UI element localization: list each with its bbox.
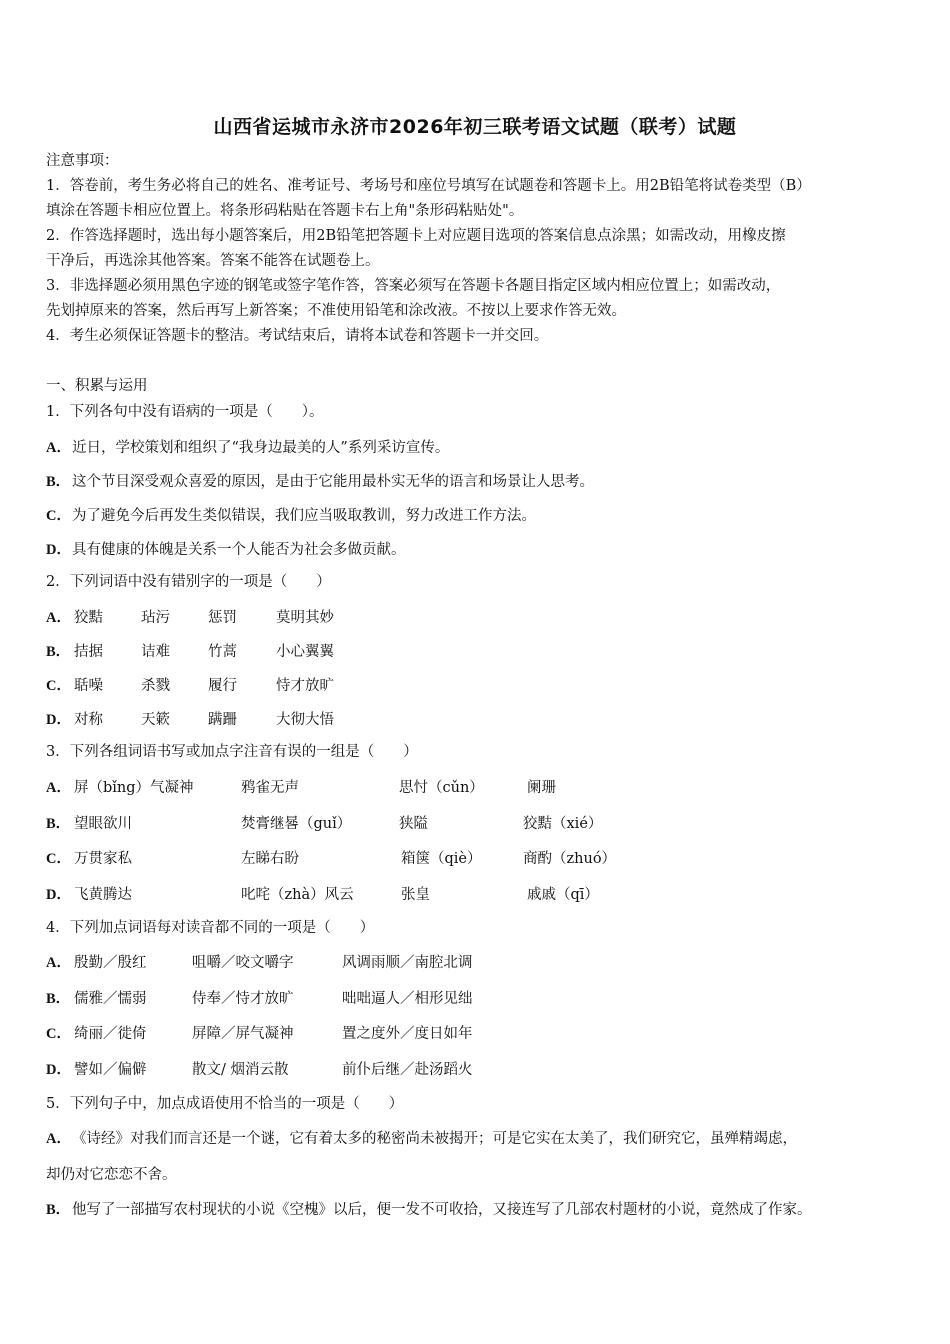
option: [46, 606, 72, 627]
option-cell: 大彻大悟: [276, 712, 334, 728]
option-cell: 狡黠（xié）: [523, 816, 603, 832]
option-letter: B．: [46, 816, 71, 832]
option: [46, 674, 72, 695]
option-letter: D．: [46, 712, 71, 728]
option-cell: 惩罚: [208, 610, 237, 626]
option-cell: 张皇: [401, 887, 430, 903]
notice-line: 2．作答选择题时，选出每小题答案后，用2B铅笔把答题卡上对应题目选项的答案信息点涂黑；如需改动，用橡皮擦: [46, 228, 786, 244]
option-letter: A．: [46, 1131, 71, 1147]
option-cell: 阑珊: [527, 780, 556, 796]
option-letter: C．: [46, 678, 71, 694]
question-stem: 2．下列词语中没有错别字的一项是（ ）: [46, 574, 331, 590]
option-text: 这个节目深受观众喜爱的原因，是由于它能用最朴实无华的语言和场景让人思考。: [72, 474, 594, 490]
option-cell: 鸦雀无声: [241, 780, 299, 796]
option-cell: 焚膏继晷（guǐ）: [241, 816, 352, 832]
option-cell: 狡黠: [74, 610, 103, 626]
option-text: 《诗经》对我们而言还是一个谜，它有着太多的秘密尚未被揭开；可是它实在太美了，我们研究它，虽殚精竭虑，: [72, 1131, 797, 1147]
option-cell: 杀戮: [141, 678, 170, 694]
option-cell: 万贯家私: [74, 851, 132, 867]
option-cell: 聒噪: [74, 678, 103, 694]
option-letter: A．: [46, 610, 71, 626]
option-cell: 竹蒿: [208, 644, 237, 660]
option: [46, 951, 72, 972]
option-cell: 恃才放旷: [276, 678, 334, 694]
option-cell: 对称: [74, 712, 103, 728]
option: [46, 847, 72, 868]
option-cell: 置之度外／度日如年: [342, 1026, 473, 1042]
option-letter: B．: [46, 474, 71, 490]
option-cell: 叱咤（zhà）风云: [241, 887, 354, 903]
option-cell: 前仆后继／赴汤蹈火: [342, 1062, 473, 1078]
option: [46, 1198, 812, 1219]
option-text: 他写了一部描写农村现状的小说《空槐》以后，便一发不可收拾，又接连写了几部农村题材的小说，竟然成了作家。: [72, 1202, 812, 1218]
option: [46, 776, 72, 797]
option-letter: D．: [46, 542, 71, 558]
question-stem: 1．下列各句中没有语病的一项是（ ）。: [46, 404, 324, 420]
option-cell: 狭隘: [399, 816, 428, 832]
option: [46, 470, 594, 491]
option-cell: 天簌: [141, 712, 170, 728]
notice-heading: 注意事项：: [46, 153, 119, 169]
option-cell: 诘难: [141, 644, 170, 660]
option-letter: A．: [46, 955, 71, 971]
option-text: 具有健康的体魄是关系一个人能否为社会多做贡献。: [72, 542, 406, 558]
option: [46, 812, 72, 833]
option: [46, 708, 72, 729]
option-letter: C．: [46, 851, 71, 867]
option-letter: C．: [46, 508, 71, 524]
option-letter: A．: [46, 780, 71, 796]
option-letter: B．: [46, 644, 71, 660]
notice-line: 填涂在答题卡相应位置上。将条形码粘贴在答题卡右上角"条形码粘贴处"。: [46, 203, 524, 219]
option-text: 近日，学校策划和组织了“我身边最美的人”系列采访宣传。: [72, 440, 450, 456]
option-letter: B．: [46, 991, 71, 1007]
option: [46, 538, 406, 559]
option-cell: 思忖（cǔn）: [399, 780, 484, 796]
option-cell: 玷污: [141, 610, 170, 626]
option-cell: 绮丽／徙倚: [74, 1026, 147, 1042]
option: [46, 1058, 72, 1079]
notice-line: 干净后，再选涂其他答案。答案不能答在试题卷上。: [46, 253, 380, 269]
notice-line: 先划掉原来的答案，然后再写上新答案；不准使用铅笔和涂改液。不按以上要求作答无效。: [46, 303, 626, 319]
option-cell: 左睇右盼: [241, 851, 299, 867]
option-cell: 咄咄逼人／相形见绌: [342, 991, 473, 1007]
notice-line: 1．答卷前，考生务必将自己的姓名、准考证号、考场号和座位号填写在试题卷和答题卡上。用2B铅笔将试卷类型（B）: [46, 178, 811, 194]
option-cell: 商酌（zhuó）: [523, 851, 617, 867]
option-cell: 小心翼翼: [276, 644, 334, 660]
notice-line: 3．非选择题必须用黑色字迹的钢笔或签字笔作答，答案必须写在答题卡各题目指定区域内相应位置上；如需改动，: [46, 278, 781, 294]
option: [46, 436, 449, 457]
option-letter: A．: [46, 440, 71, 456]
option-cell: 譬如／偏僻: [74, 1062, 147, 1078]
option-letter: D．: [46, 1062, 71, 1078]
option-text-continuation: 却仍对它恋恋不舍。: [46, 1167, 177, 1183]
question-stem: 3．下列各组词语书写或加点字注音有误的一组是（ ）: [46, 744, 418, 760]
option: [46, 1022, 72, 1043]
page-title: 山西省运城市永济市2026年初三联考语文试题（联考）试题: [213, 116, 737, 138]
option-cell: 儒雅／懦弱: [74, 991, 147, 1007]
option-cell: 侍奉／恃才放旷: [192, 991, 294, 1007]
option-cell: 咀嚼／咬文嚼字: [192, 955, 294, 971]
notice-line: 4．考生必须保证答题卡的整洁。考试结束后，请将本试卷和答题卡一并交回。: [46, 328, 549, 344]
question-stem: 5．下列句子中，加点成语使用不恰当的一项是（ ）: [46, 1096, 404, 1112]
section-heading: 一、积累与运用: [46, 378, 148, 394]
option-cell: 殷勤／殷红: [74, 955, 147, 971]
option: [46, 1127, 797, 1148]
option-cell: 莫明其妙: [276, 610, 334, 626]
option: [46, 987, 72, 1008]
option-cell: 戚戚（qī）: [527, 887, 599, 903]
option-cell: 风调雨顺／南腔北调: [342, 955, 473, 971]
option: [46, 640, 72, 661]
question-stem: 4．下列加点词语每对读音都不同的一项是（ ）: [46, 920, 375, 936]
option-cell: 箱箧（qiè）: [401, 851, 482, 867]
option-cell: 散文/ 烟消云散: [192, 1062, 289, 1078]
option: [46, 883, 72, 904]
option-cell: 拮据: [74, 644, 103, 660]
option-cell: 飞黄腾达: [74, 887, 132, 903]
option-cell: 望眼欲川: [74, 816, 132, 832]
option-letter: D．: [46, 887, 71, 903]
option-text: 为了避免今后再发生类似错误，我们应当吸取教训，努力改进工作方法。: [72, 508, 536, 524]
option-letter: B．: [46, 1202, 71, 1218]
option-cell: 屏障／屏气凝神: [192, 1026, 294, 1042]
option-cell: 屏（bǐng）气凝神: [74, 780, 194, 796]
option-cell: 履行: [208, 678, 237, 694]
option-letter: C．: [46, 1026, 71, 1042]
option-cell: 蹒跚: [208, 712, 237, 728]
option: [46, 504, 536, 525]
